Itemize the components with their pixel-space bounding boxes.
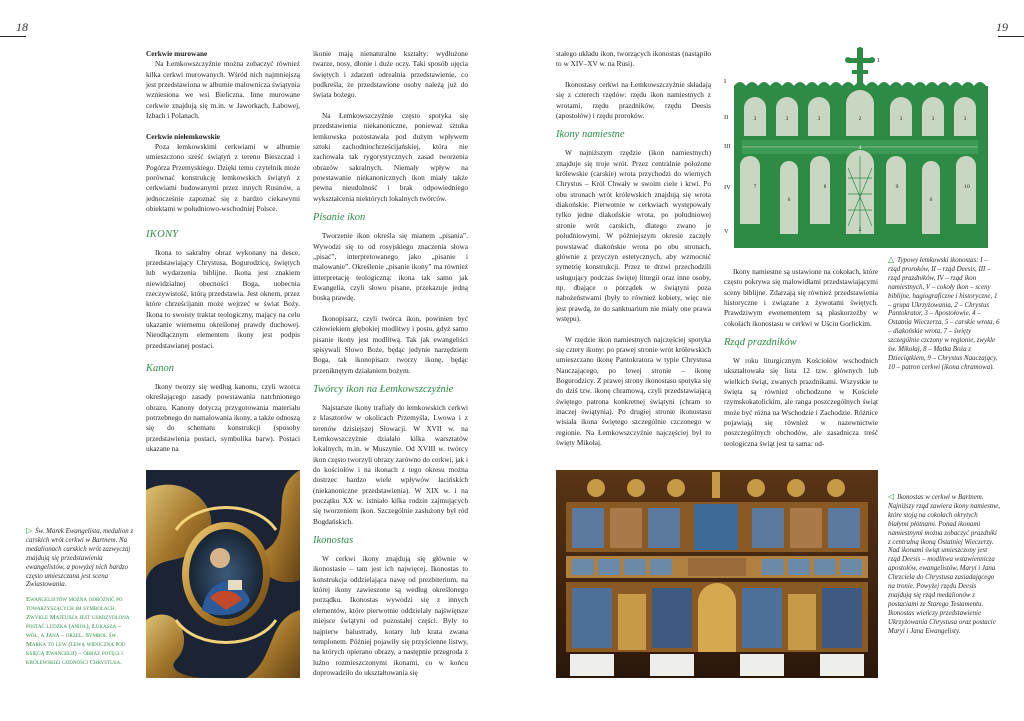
triangle-left-icon: ◁ [888, 492, 895, 501]
section-heading: Rząd prazdników [724, 337, 797, 349]
label-number: 3 [753, 116, 757, 122]
section-heading: IKONY [146, 228, 179, 240]
paragraph: Ikony namiestne są ustawione na cokołach, które często pokrywa się malowidłami przedstawiającymi sceny biblijne. Zdarzają się również przedstawienia historyczne i związane z żywotami świętych. Prawdziwym ewenementem są płaskorzeźby w cokołach ikonostasu w cerkwi w Uściu Gorlickim. [724, 267, 878, 328]
medallion-caption [26, 527, 134, 668]
paragraph: W cerkwi ikony znajdują się głównie w ikonostasie – tam jest ich najwięcej. Ikonostas to konstrukcja oddzielająca nawę od prezbiterium, na której ikony zawieszone są według określonego porządku. Ikonostas wywodzi się z innych elementów, które pierwotnie oddzielały najświętsze miejsce świątyni od pozostałej części. Były to najpierw balustrady, kotary lub krata zwana templonem. Później pojawiły się przyścienne listwy, na których opierano obrazy, a następnie przegroda z luźno rozmieszczonymi ikonami, co w końcu doprowadziło do ukształtowania się [313, 554, 468, 677]
section-heading: Kanon [146, 362, 175, 374]
paragraph: ikonie mają nienaturalne kształty: wydłużone twarze, nosy, dłonie i duże oczy. Taki sposób ujęcia świętych i zdarzeń odrealnia przedstawienie, co podkreśla, że przedstawione osoby należą już do świata bożego. [313, 49, 468, 100]
label-number: 8 [823, 184, 827, 190]
header-rule-right [998, 36, 1024, 37]
label-number: 5 [858, 227, 862, 233]
cross-icon [857, 48, 863, 86]
paragraph: Na Łemkowszczyźnie można zobaczyć również kilka cerkwi murowanych. Wśród nich najmniejszą jest przedstawiona w albumie malownicza świątynia wzniesiona we wsi Bieliczna. Inne murowane cerkwie znajdują się m.in. w Jaworkach, Łabowej, Izbach i Polanach. [146, 59, 300, 121]
subheading: Cerkwie niełemkowskie [146, 131, 220, 141]
label-number: 3 [785, 116, 789, 122]
paragraph: Ikony tworzy się według kanonu, czyli wzorca określającego zasady powstawania natchnionego obrazu. Kanony dotyczą przygotowania materiału potrzebnego do namalowania ikony, a także odnoszą się do schematu konstrukcji (sposoby przedstawienia postaci, symbolika barw). Postaci ukazane na [146, 381, 300, 453]
text-column-4 [724, 267, 878, 449]
caption-text: Typowy łemkowski ikonostas: I – rząd proroków, II – rząd Deesis, III – rząd prazdników, IV – rząd ikon namiestnych, V – cokoły ikon – sceny biblijne, hagiograficzne i historyczne, 1 – grupa Ukrzyżowania, 2 – Chrystus Pantokrator, 3 – Apostołowie, 4 – Ostatnia Wieczerza, 5 – carskie wrota, 6 – diakońskie wrota, 7 – święty szczególnie czczony w regionie, zwykle św. Mikołaj, 8 – Matka Boża z Dzieciątkiem, 9 – Chrystus Nauczający, 10 – patron cerkwi (ikona chramowa). [888, 257, 1000, 371]
paragraph: W roku liturgicznym Kościołów wschodnich ukształtowała się lista 12 tzw. głównych lub wielkich świąt, zwanych prazdnikami. Wszystkie te święta są również obchodzone w Kościele rzymskokatolickim, ale ranga poszczególnych świąt może być różna na Wschodzie i Zachodzie. Różnice pojawiają się również w nazewnictwie poszczególnych obchodów, ale zasadnicza treść teologiczna świąt jest ta sama: od- [724, 356, 878, 448]
iconostasis-caption [888, 493, 1000, 637]
paragraph: Tworzenie ikon określa się mianem „pisania”. Wywodzi się to od rosyjskiego znaczenia słowa „pisać”, interpretowanego jako „pisanie i malowanie”. Określenie „pisanie ikony” ma również interpretację teologiczną: ikona tak samo jak Ewangelia, czyli słowo pisane, przekazuje jedną boską prawdę. [313, 231, 468, 303]
label-number: 6 [787, 197, 791, 203]
paragraph: Poza łemkowskimi cerkwiami w albumie umieszczono sześć świątyń z terenu Bieszczad i Pogórza Przemyskiego. Dzięki temu czytelnik może porównać konstrukcję łemkowskich świątyń z cerkwiami budowanymi przez innych Rusinów, a jednocześnie zapoznać się z bardzo ciekawymi obiektami w południowo-wschodniej Polsce. [146, 142, 300, 214]
triangle-up-icon: △ [888, 255, 895, 264]
row-label-v: V [724, 228, 729, 235]
label-number: 6 [929, 197, 933, 203]
label-number: 3 [931, 116, 935, 122]
caption-text: Ikonostas w cerkwi w Bartnem. Najniższy rząd zawiera ikony namiestne, które stoją na cokołach okrytych białymi płótnami. Ponad ikonami namiestnymi można zobaczyć prazdniki z centralną ikoną Ostatniej Wieczerzy. Nad ikonami świąt umieszczony jest rząd Deesis – modlitwa wstawiennicza apostołów, ewangelistów, Maryi i Jana Chrzciela do Chrystusa zasiadającego na tronie. Powyżej rzędu Deesis znajdują się rząd medalionów z postaciami ze Starego Testamentu. Ikonostas wieńczy przedstawienie Ukrzyżowania Chrystusa oraz postacie Maryi i Jana Ewangelisty. [888, 494, 1000, 635]
paragraph: Ikonostasy cerkwi na Łemkowszczyźnie składają się z czterech rzędów: rzędu ikon namiestnych z wrotami, rzędu prazdników, rzędu Deesis (apostołów) i rzędu proroków. [556, 80, 711, 121]
page-number-left: 18 [16, 20, 28, 34]
label-number: 2 [858, 116, 862, 122]
diagram-caption [888, 256, 1000, 373]
label-number: 9 [895, 184, 899, 190]
label-number: 10 [964, 184, 970, 190]
subheading: Cerkwie murowane [146, 49, 208, 58]
paragraph: Na Łemkowszczyźnie często spotyka się przedstawienia niekanoniczne, ponieważ sztuka łemkowska pozostawała pod dużym wpływem sztuki zachodniochrześcijańskiej, która nie zachowała tak rygorystycznych zasad tworzenia obrazów sakralnych. Niemały wpływ na powstawanie niekanonicznych ikon miały także pewna nieudolność i brak odpowiedniego wykształcenia niektórych lokalnych twórców. [313, 111, 468, 203]
row-label-i: I [724, 78, 727, 85]
section-heading: Pisanie ikon [313, 212, 366, 224]
paragraph: W rzędzie ikon namiestnych najczęściej spotyka się cztery ikony: po prawej stronie wrót królewskich umieszczano ikonę Pantokratora w typie Chrystusa Nauczającego, po lewej stronie – ikonę Bogurodzicy. Z prawej strony ikonostasu spotyka się do dziś tzw. ikonę chramową, czyli przedstawiającą świętego patrona konkretnej świątyni (chram to inaczej świątynia). Po drugiej stronie ikonostasu wisiała ikona świętego szczególnie czczonego w regionie. Na Łemkowszczyźnie najczęściej był to święty Mikołaj. [556, 334, 711, 448]
caption-text: Św. Marek Ewangelista, medalion z carskich wrót cerkwi w Bartnem. Na medalionach carskich wrót zazwyczaj znajdują się przedstawienia ewangelistów, a powyżej nich bardzo często umieszczana jest scena Zwiastowania. [26, 528, 134, 589]
medallion-photo [146, 470, 300, 678]
row-label-iv: IV [724, 184, 731, 191]
text-column-1 [146, 49, 300, 454]
paragraph: W najniższym rzędzie (ikon namiestnych) znajduje się troje wrót. Przez centralnie położone królewskie (carskie) wrota przychodzi do wiernych Chrystus – Król Chwały w swoim ciele i krwi. Po obu stronach wrót królewskich znajdują się wrota diakońskie. Pierwotnie w cerkwiach występowały tylko jedne diakońskie wrota, po południowej stronie wrót carskich, dlatego zwano je południowymi. W późniejszym okresie zaczęły powstawać diakońskie wrota po obu stronach, głównie z przyczyn estetycznych, aby wzmocnić symetrię konstrukcji. Przez te drzwi przechodzili usługujący podczas świętej liturgii oraz inne osoby, np. dbające o porządek w świątyni poza nabożeństwami (były to również kobiety, więc nie jest prawdą, że do sanktuarium nie miały one prawa wstępu). [556, 148, 711, 323]
triangle-right-icon: ▷ [26, 526, 33, 535]
section-heading: Ikony namiestne [556, 129, 625, 141]
label-number: 7 [753, 184, 757, 190]
paragraph: Ikona to sakralny obraz wykonany na desce, przedstawiający Chrystusa, Bogurodzicę, świętych lub wydarzenia biblijne. Ikona jest znakiem niewidzialnej obecności Boga, uobecnia rzeczywistość, którą przedstawia. Jest oknem, przez które chrześcijanin może wejrzeć w świat Boży. Ikona to swoisty traktat teologiczny, mający na celu ukazanie wiernemu określonej prawdy duchowej. Nieodłącznym elementem ikony jest podpis przedstawianej postaci. [146, 247, 300, 350]
iconostasis-diagram [724, 46, 992, 252]
label-number: 4 [858, 145, 862, 151]
text-column-3 [556, 49, 711, 448]
page-number-right: 19 [996, 20, 1008, 34]
iconostasis-photo [556, 470, 878, 678]
label-number: 3 [899, 116, 903, 122]
section-heading: Ikonostas [313, 535, 354, 547]
paragraph: stałego układu ikon, tworzących ikonostas (nastąpiło to w XIV–XV w. na Rusi). [556, 49, 711, 69]
paragraph: Ikonopisarz, czyli twórca ikon, powinien być człowiekiem głębokiej modlitwy i postu, gdyż samo pisanie ikony jest modlitwą. Tak jak ewangeliści spisywali Słowo Boże, będąc jedynie narzędziem Boga, tak ikonopisarz tworzy ikonę, będąc przeniknętym działaniem bożym. [313, 313, 468, 375]
row-label-ii: II [724, 114, 729, 121]
label-1: 1 [877, 57, 881, 64]
section-heading: Twórcy ikon na Łemkowszczyźnie [313, 383, 454, 395]
text-column-2 [313, 49, 468, 678]
label-number: 3 [963, 116, 967, 122]
header-rule-left [0, 36, 26, 37]
label-number: 3 [817, 116, 821, 122]
paragraph: Najstarsze ikony trafiały do łemkowskich cerkwi z klasztorów w okolicach Przemyśla, Lwowa i z terenów dzisiejszej Słowacji. W XVII w. na Łemkowszczyźnie działało kilka warsztatów lokalnych, m.in. w Muszynie. Od XVIII w. twórcy ikon często tworzyli obrazy zarówno do cerkwi, jak i do kościołów i na ikonach z tego okresu można dostrzec bardzo wiele wpływów łacińskich (niekanoniczne przedstawienia). W XIX w. i na początku XX w. istniało kilka rodzin zajmujących się tworzeniem ikon. Szczególnie zasłużony był ród Bogdańskich. [313, 402, 469, 526]
row-label-iii: III [724, 143, 731, 150]
caption-note: Ewangelistów można odróżnić po towarzyszących im symbolach. Zwykle Mateusza jest uskrzydlona postać ludzka (anioł), Łukasza – wół, a Jana – orzeł. Symbol św. Marka to lew (lewą widoczną pod księgą Ewangelii) – obraz potęgi i królewskiej godności Chrystusa. [26, 596, 130, 666]
